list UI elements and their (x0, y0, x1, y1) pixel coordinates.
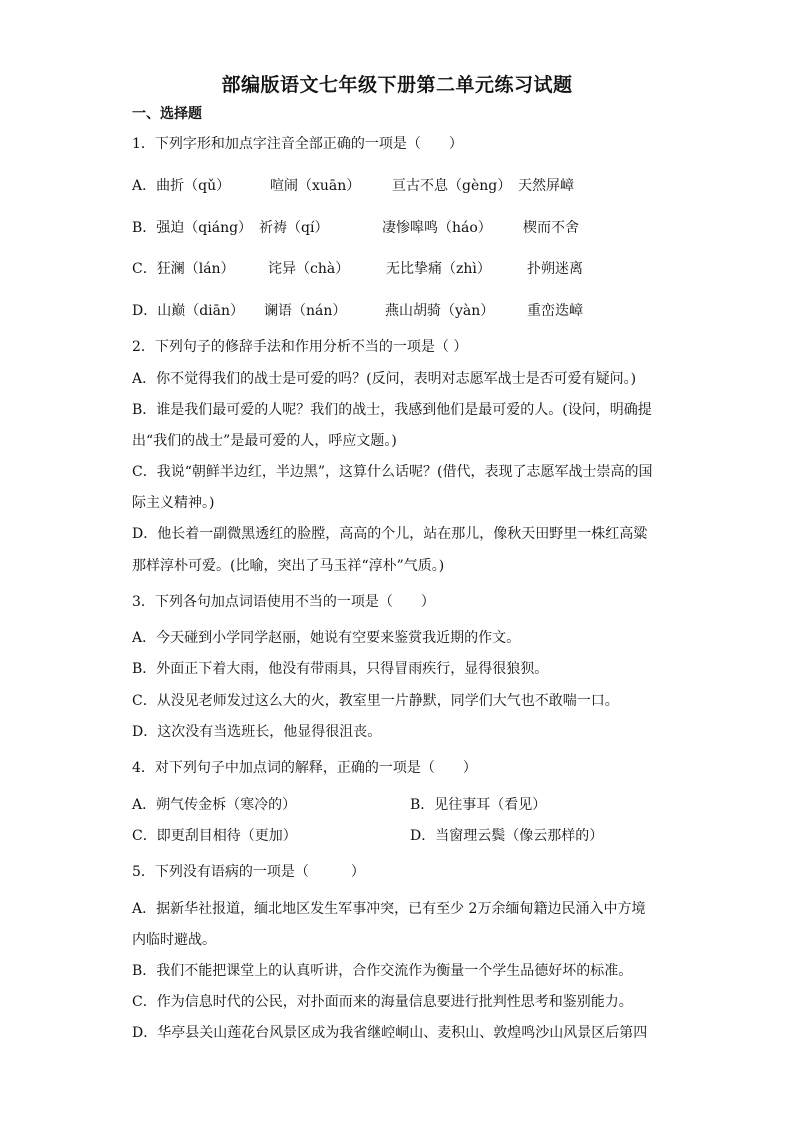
question-2-stem: 2．下列句子的修辞手法和作用分析不当的一项是（ ） (132, 339, 468, 355)
q5-line: 内临时避战。 (132, 932, 216, 948)
q1-option-d-1: D．山巅（diān） (132, 303, 245, 319)
q2-line: A．你不觉得我们的战士是可爱的吗？(反问，表明对志愿军战士是否可爱有疑问。) (132, 371, 637, 387)
q5-line: C．作为信息时代的公民，对扑面而来的海量信息要进行批判性思考和鉴别能力。 (132, 994, 633, 1010)
q3-line: D．这次没有当选班长，他显得很沮丧。 (132, 724, 382, 740)
q3-line: C．从没见老师发过这么大的火，教室里一片静默，同学们大气也不敢喘一口。 (132, 693, 619, 709)
q1-option-a-1: A．曲折（qǔ） (132, 178, 231, 194)
q2-line: 际主义精神。) (132, 495, 215, 511)
q1-option-d-3: 燕山胡骑（yàn） (385, 303, 495, 319)
question-3-stem: 3．下列各句加点词语使用不当的一项是（ ） (132, 594, 435, 610)
q1-option-a-4: 天然屏嶂 (518, 178, 574, 194)
q4-option-b: B．见往事耳（看见） (410, 797, 547, 813)
q4-option-a: A．朔气传金柝（寒冷的） (132, 797, 297, 813)
q2-line: C．我说“朝鲜半边红，半边黑”，这算什么话呢？(借代，表现了志愿军战士崇高的国 (132, 464, 653, 480)
question-5-stem: 5．下列没有语病的一项是（ ） (132, 864, 365, 880)
q1-option-a-2: 喧闹（xuān） (270, 178, 361, 194)
section-heading: 一、选择题 (132, 106, 202, 122)
q1-option-b-4: 楔而不舍 (523, 220, 579, 236)
q1-option-d-2: 谰语（nán） (264, 303, 347, 319)
q1-option-a-3: 亘古不息（gèng） (392, 178, 512, 194)
q3-line: A．今天碰到小学同学赵丽，她说有空要来鉴赏我近期的作文。 (132, 630, 521, 646)
q1-option-c-3: 无比挚痛（zhì） (386, 261, 491, 277)
q1-option-c-1: C．狂澜（lán） (132, 261, 235, 277)
q2-line: 出“我们的战士”是最可爱的人，呼应文题。) (132, 433, 397, 449)
q1-option-c-4: 扑朔迷离 (527, 261, 583, 277)
q5-line: D．华亭县关山莲花台风景区成为我省继崆峒山、麦积山、敦煌鸣沙山风景区后第四 (132, 1025, 648, 1041)
q4-option-d: D．当窗理云鬓（像云那样的） (410, 828, 604, 844)
q5-line: A．据新华社报道，缅北地区发生军事冲突，已有至少 2万余缅甸籍边民涌入中方境 (132, 901, 646, 917)
question-4-stem: 4．对下列句子中加点词的解释，正确的一项是（ ） (132, 760, 477, 776)
q1-option-b-2: 祈祷（qí） (259, 220, 329, 236)
q2-line: B．谁是我们最可爱的人呢？我们的战士，我感到他们是最可爱的人。(设问，明确提 (132, 402, 652, 418)
question-1-stem: 1．下列字形和加点字注音全部正确的一项是（ ） (132, 136, 463, 152)
page-title: 部编版语文七年级下册第二单元练习试题 (221, 74, 573, 96)
q5-line: B．我们不能把课堂上的认真听讲，合作交流作为衡量一个学生品德好坏的标准。 (132, 963, 633, 979)
q2-line: 那样淳朴可爱。(比喻，突出了马玉祥“淳朴”气质。) (132, 558, 445, 574)
q2-line: D．他长着一副微黑透红的脸膛，高高的个儿，站在那儿，像秋天田野里一株红高粱 (132, 526, 648, 542)
q4-option-c: C．即更刮目相待（更加） (132, 828, 297, 844)
q1-option-b-1: B．强迫（qiáng） (132, 220, 253, 236)
q3-line: B．外面正下着大雨，他没有带雨具，只得冒雨疾行，显得很狼狈。 (132, 661, 549, 677)
q1-option-c-2: 诧异（chà） (268, 261, 350, 277)
q1-option-b-3: 凄惨嗥鸣（háo） (382, 220, 492, 236)
q1-option-d-4: 重峦迭嶂 (527, 303, 583, 319)
